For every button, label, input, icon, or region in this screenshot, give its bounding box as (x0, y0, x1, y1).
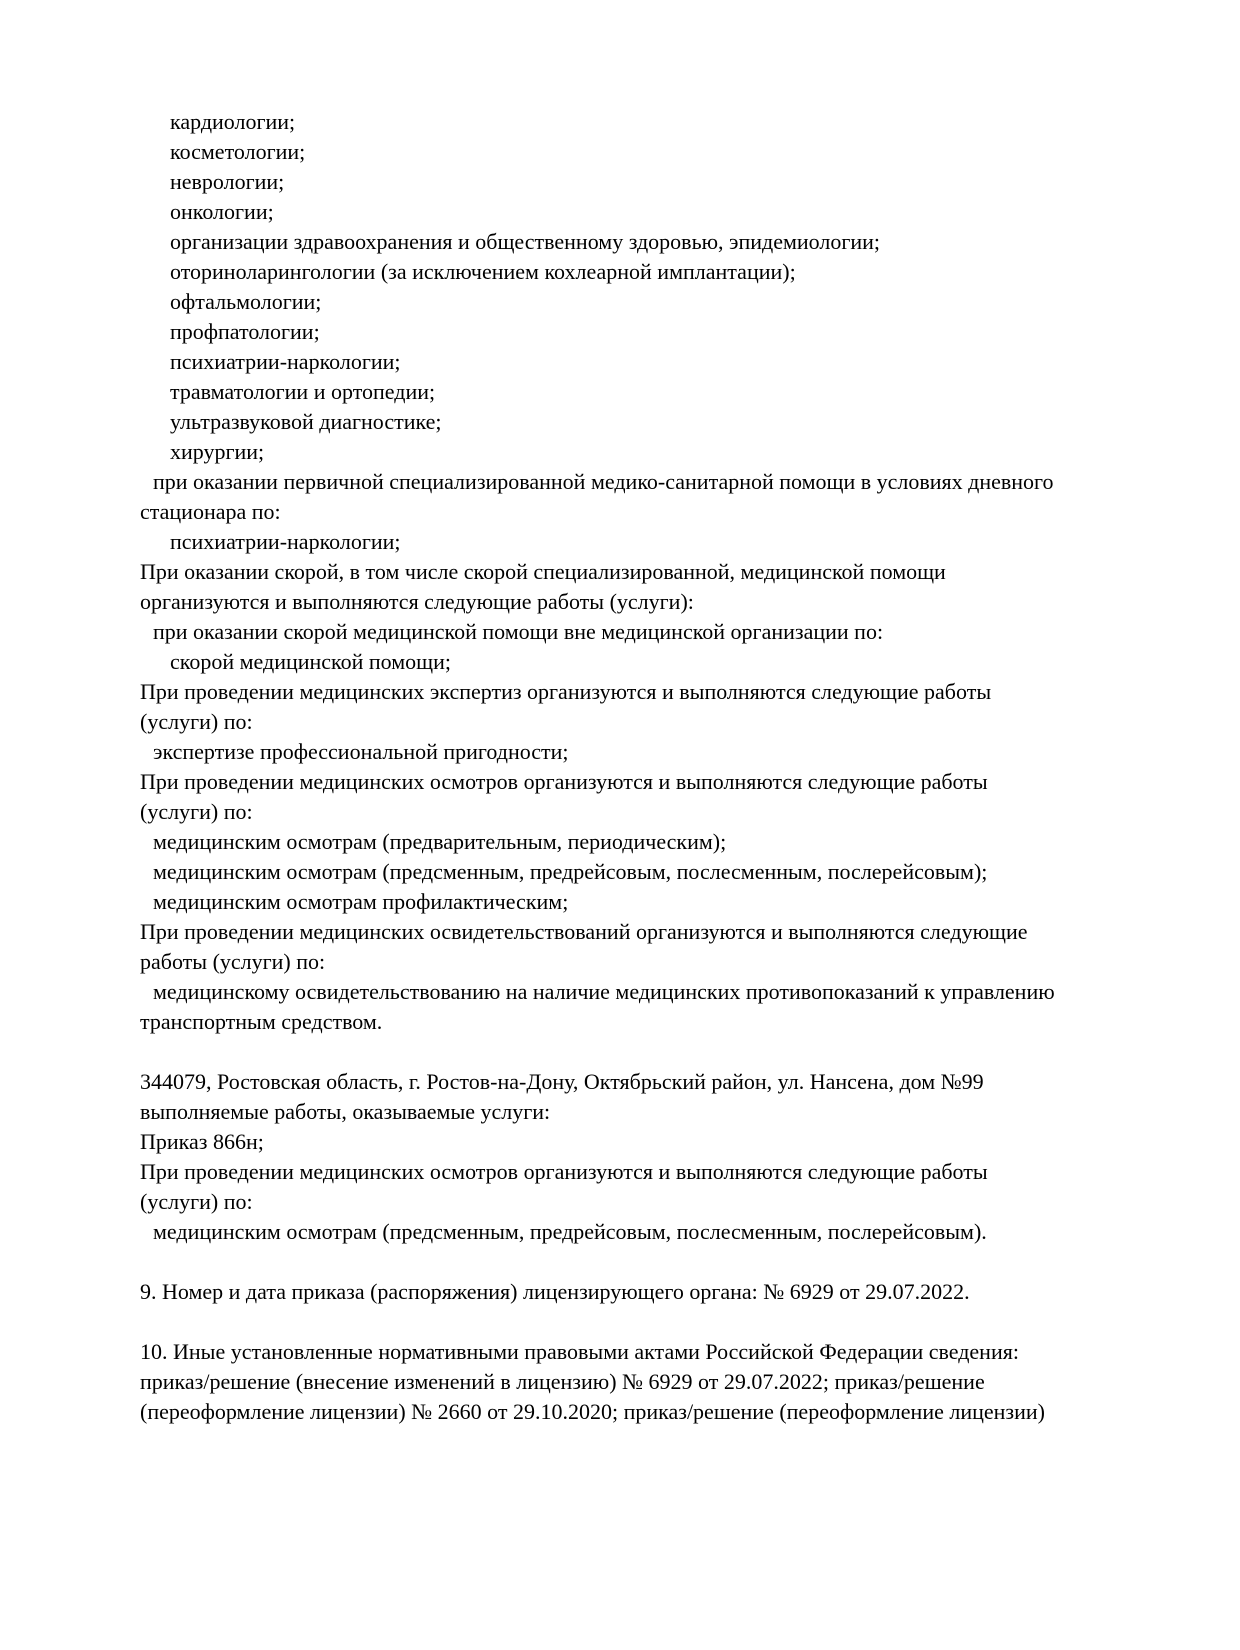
text-line: (услуги) по: (140, 709, 253, 734)
text-line: (услуги) по: (140, 1189, 253, 1214)
text-line: скорой медицинской помощи; (170, 649, 452, 674)
text-line: организуются и выполняются следующие работы (услуги): (140, 589, 694, 614)
text-line: профпатологии; (170, 319, 320, 344)
text-line: выполняемые работы, оказываемые услуги: (140, 1099, 551, 1124)
text-line: При проведении медицинских экспертиз организуются и выполняются следующие работы (140, 679, 992, 704)
text-line: 344079, Ростовская область, г. Ростов-на-Дону, Октябрьский район, ул. Нансена, дом №99 (140, 1069, 984, 1094)
text-line: 10. Иные установленные нормативными правовыми актами Российской Федерации сведения: (140, 1339, 1019, 1364)
text-line: При проведении медицинских осмотров организуются и выполняются следующие работы (140, 1159, 988, 1184)
text-line: стационара по: (140, 499, 281, 524)
text-line: медицинским осмотрам (предварительным, периодическим); (153, 829, 727, 854)
blank-line (140, 1307, 1200, 1337)
text-line: хирургии; (170, 439, 265, 464)
text-line: медицинским осмотрам профилактическим; (153, 889, 569, 914)
text-line: при оказании скорой медицинской помощи вне медицинской организации по: (153, 619, 884, 644)
text-line: приказ/решение (внесение изменений в лицензию) № 6929 от 29.07.2022; приказ/решение (140, 1369, 985, 1394)
text-line: Приказ 866н; (140, 1129, 264, 1154)
text-line: неврологии; (170, 169, 285, 194)
text-line: При проведении медицинских осмотров организуются и выполняются следующие работы (140, 769, 988, 794)
text-line: ультразвуковой диагностике; (170, 409, 442, 434)
text-line: (услуги) по: (140, 799, 253, 824)
text-line: При проведении медицинских освидетельствований организуются и выполняются следующие (140, 919, 1028, 944)
text-line: травматологии и ортопедии; (170, 379, 436, 404)
text-line: работы (услуги) по: (140, 949, 326, 974)
text-line: медицинским осмотрам (предсменным, предрейсовым, послесменным, послерейсовым); (153, 859, 988, 884)
text-line: (переоформление лицензии) № 2660 от 29.10.2020; приказ/решение (переоформление лицензии) (140, 1399, 1045, 1424)
text-line: психиатрии-наркологии; (170, 349, 401, 374)
text-line: 9. Номер и дата приказа (распоряжения) лицензирующего органа: № 6929 от 29.07.2022. (140, 1279, 970, 1304)
text-line: кардиологии; (170, 109, 296, 134)
text-line: психиатрии-наркологии; (170, 529, 401, 554)
text-line: при оказании первичной специализированной медико-санитарной помощи в условиях дневного (153, 469, 1054, 494)
blank-line (140, 1037, 1200, 1067)
text-line: медицинским осмотрам (предсменным, предрейсовым, послесменным, послерейсовым). (153, 1219, 987, 1244)
text-line: онкологии; (170, 199, 274, 224)
text-line: офтальмологии; (170, 289, 322, 314)
text-line: косметологии; (170, 139, 306, 164)
text-line: При оказании скорой, в том числе скорой специализированной, медицинской помощи (140, 559, 946, 584)
text-line: транспортным средством. (140, 1009, 383, 1034)
text-line: оториноларингологии (за исключением кохлеарной имплантации); (170, 259, 796, 284)
text-line: медицинскому освидетельствованию на наличие медицинских противопоказаний к управлению (153, 979, 1055, 1004)
blank-line (140, 1247, 1200, 1277)
text-line: организации здравоохранения и общественному здоровью, эпидемиологии; (170, 229, 881, 254)
text-line: экспертизе профессиональной пригодности; (153, 739, 569, 764)
